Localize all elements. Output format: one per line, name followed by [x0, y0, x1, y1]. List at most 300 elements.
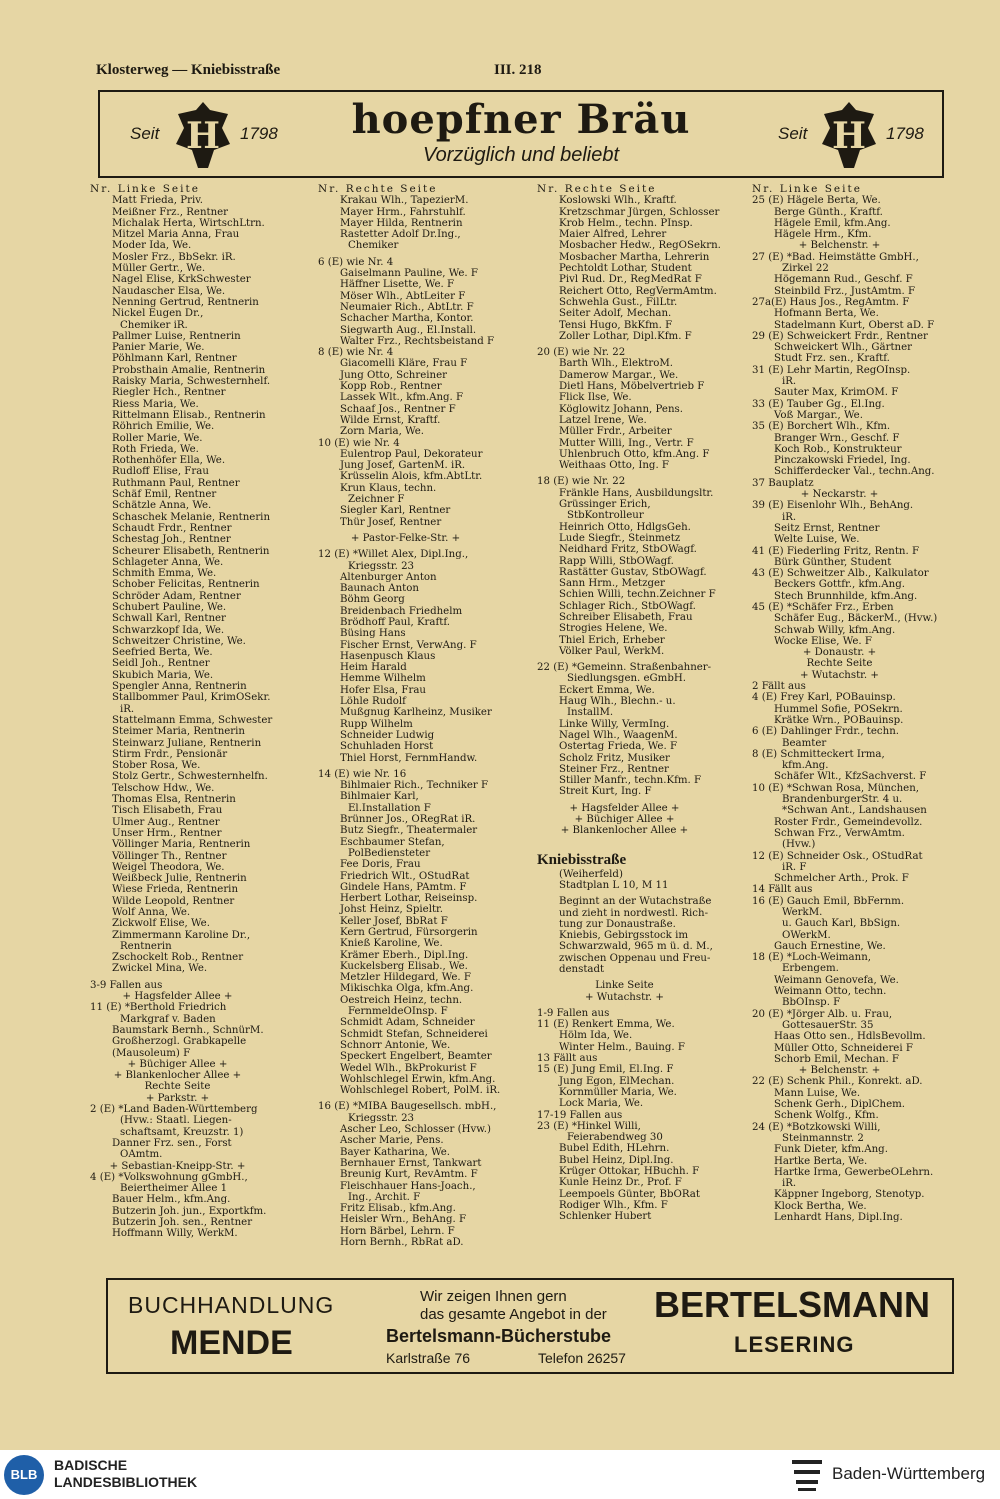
entry-line: Haas Otto sen., HdlsBevollm. [774, 1031, 926, 1043]
entry-line: Heisler Wrn., BehAng. F [340, 1214, 467, 1226]
entry-line: Heim Harald [340, 662, 407, 674]
entry-line: Brünner Jos., ORegRat iR. [340, 814, 476, 826]
entry-line: Leempoels Günter, BbORat [559, 1188, 700, 1200]
entry-line: Lenhardt Hans, Dipl.Ing. [774, 1212, 903, 1224]
entry-continuation: GottesauerStr. 35 [782, 1019, 874, 1031]
entry-line: tung zur Donaustraße. [559, 918, 676, 930]
entry-line: Hofmann Berta, We. [774, 308, 879, 320]
ad-text-line-2: das gesamte Angebot in der [420, 1306, 607, 1323]
entry-line: Zimmermann Karoline Dr., [112, 929, 251, 941]
house-number-entry: 16 (E) *MIBA Baugesellsch. mbH., [318, 1101, 497, 1113]
entry-line: Büsing Hans [340, 628, 406, 640]
entry-line: Berge Günth., Kraftf. [774, 206, 883, 218]
house-number-entry: 18 (E) *Loch-Weimann, [752, 952, 871, 964]
entry-line: Schestag Joh., Rentner [112, 534, 231, 546]
entry-line: Stallbommer Paul, KrimOSekr. [112, 692, 271, 704]
entry-line: Skubich Maria, We. [112, 669, 214, 681]
entry-line: Krämer Eberh., Dipl.Ing. [340, 949, 469, 961]
entry-continuation: Rentnerin [120, 940, 172, 952]
entry-line: Panier Marie, We. [112, 342, 205, 354]
entry-line: Herbert Lothar, Reiseinsp. [340, 893, 478, 905]
entry-line: Zwickel Mina, We. [112, 963, 208, 975]
entry-line: Seefried Berta, We. [112, 647, 213, 659]
entry-line: Krüsselin Alois, kfm.AbtLtr. [340, 471, 483, 483]
entry-line: Nickel Eugen Dr., [112, 308, 204, 320]
house-number-entry: 27 (E) *Bad. Heimstätte GmbH., [752, 251, 919, 263]
entry-line: Thomas Elsa, Rentnerin [112, 794, 236, 806]
house-number-entry: 23 (E) *Hinkel Willi, [537, 1120, 641, 1132]
entry-line: Nagel Elise, KrkSchwester [112, 274, 251, 286]
entry-line: Bihlmaier Rich., Techniker F [340, 780, 489, 792]
entry-line: Klock Bertha, We. [774, 1200, 867, 1212]
entry-line: Meißner Frz., Rentner [112, 206, 229, 218]
entry-line: Weithaas Otto, Ing. F [559, 460, 669, 472]
entry-line: Löhle Rudolf [340, 696, 406, 708]
entry-line: Scheurer Elisabeth, Rentnerin [112, 545, 270, 557]
entry-line: Barth Wlh., ElektroM. [559, 358, 673, 370]
cross-street: + Belchenstr. + [798, 1065, 881, 1077]
entry-line: Kornmüller Maria, We. [559, 1086, 677, 1098]
entry-line: Koch Rob., Konstrukteur [774, 443, 902, 455]
house-number-entry: 2 Fällt aus [752, 681, 806, 693]
entry-line: Schwehla Gust., FilLtr. [559, 296, 678, 308]
entry-line: Sann Hrm., Metzger [559, 578, 665, 590]
entry-line: Michalak Herta, WirtschLtrn. [112, 217, 265, 229]
entry-line: Lassek Wlt., kfm.Ang. F [340, 392, 464, 404]
entry-line: Gaiselmann Pauline, We. F [340, 268, 478, 280]
entry-line: Keller Josef, BbRat F [340, 915, 448, 927]
entry-line: Zorn Maria, We. [340, 426, 424, 438]
entry-line: Breunig Kurt, RevAmtm. F [340, 1169, 478, 1181]
entry-line: Pallmer Luise, Rentnerin [112, 330, 241, 342]
entry-line: Schlager Rich., StbOWagf. [559, 600, 696, 612]
house-number-entry: 25 (E) Hägele Berta, We. [752, 195, 881, 207]
entry-line: Eckert Emma, We. [559, 684, 655, 696]
entry-line: Schaudt Frdr., Rentner [112, 522, 232, 534]
entry-line: Kern Gertrud, Fürsorgerin [340, 927, 478, 938]
house-number-entry: 2 (E) *Land Baden-Württemberg [90, 1104, 258, 1116]
house-number-entry: 17-19 Fallen aus [537, 1109, 623, 1121]
column-header: Nr. Rechte Seite [318, 184, 438, 195]
entry-continuation: El.Installation F [348, 802, 431, 814]
blb-library-name [54, 1457, 197, 1491]
entry-line: Schenk Gerh., DiplChem. [774, 1099, 906, 1111]
entry-line: Winter Helm., Bauing. F [559, 1041, 685, 1053]
entry-line: Zschockelt Rob., Rentner [112, 952, 244, 964]
entry-line: Rastetter Adolf Dr.Ing., [340, 229, 461, 241]
entry-line: Schlageter Anna, We. [112, 556, 224, 568]
entry-line: Steinwarz Juliane, Rentnerin [112, 737, 262, 749]
house-number-entry: 27a(E) Haus Jos., RegAmtm. F [752, 296, 910, 308]
baden-wuerttemberg-label: Baden-Württemberg [832, 1464, 986, 1483]
cross-street: + Donaustr. + [802, 647, 877, 659]
entry-line: Wiese Frieda, Rentnerin [112, 884, 239, 896]
entry-line: Köglowitz Johann, Pens. [559, 403, 683, 415]
entry-continuation: BrandenburgerStr. 4 u. [782, 794, 903, 806]
entry-line: Gindele Hans, PAmtm. F [340, 881, 467, 893]
cross-street: Rechte Seite [806, 658, 873, 670]
house-number-entry: 12 (E) Schneider Osk., OStudRat [752, 850, 923, 862]
entry-line: Pinczakowski Friedel, Ing. [774, 455, 911, 467]
entry-line: Horn Bernh., RbRat aD. [340, 1237, 464, 1249]
entry-continuation: Ing., Archit. F [348, 1191, 421, 1203]
hoepfner-logo-right-icon [816, 98, 882, 172]
year-label-right: 1798 [886, 124, 924, 143]
entry-continuation: PolBediensteter [348, 847, 431, 859]
entry-continuation: Erbengem. [782, 963, 839, 975]
entry-line: Studt Frz. sen., Kraftf. [774, 353, 890, 365]
entry-continuation: Steinmannstr. 2 [782, 1132, 864, 1144]
page-number: III. 218 [494, 62, 542, 78]
entry-line: Latzel Irene, We. [559, 414, 647, 426]
entry-line: Haug Wlh., Blechn.- u. [559, 696, 676, 708]
entry-line: Fleischhauer Hans-Joach., [340, 1180, 476, 1192]
entry-line: Kopp Rob., Rentner [340, 381, 442, 393]
cross-street: + Hagsfelder Allee + [122, 991, 233, 1003]
entry-line: Gauch Ernestine, We. [774, 940, 886, 952]
entry-line: Bernhauer Ernst, Tankwart [340, 1157, 482, 1169]
entry-line: Schäfer Eug., BäckerM., (Hvw.) [774, 613, 938, 625]
entry-line: Unser Hrm., Rentner [112, 827, 222, 839]
entry-continuation: iR. [120, 703, 135, 715]
house-number-entry: 6 (E) wie Nr. 4 [318, 256, 394, 268]
entry-line: Kuckelsberg Elisab., We. [340, 960, 468, 972]
entry-line: Seitz Ernst, Rentner [774, 522, 880, 534]
entry-line: Müller Gertr., We. [112, 263, 206, 275]
entry-line: Naudascher Elsa, We. [112, 285, 226, 297]
entry-line: Pechtoldt Lothar, Student [559, 263, 692, 275]
entry-line: Bubel Heinz, Dipl.Ing. [559, 1154, 674, 1166]
house-number-entry: 8 (E) wie Nr. 4 [318, 347, 394, 359]
entry-line: Spengler Anna, Rentnerin [112, 681, 247, 693]
entry-line: Wocke Elise, We. F [774, 635, 872, 647]
entry-line: Baunach Anton [340, 583, 419, 595]
entry-line: Ascher Leo, Schlosser (Hvw.) [340, 1124, 491, 1136]
entry-line: Wohlschlegel Erwin, kfm.Ang. [340, 1073, 496, 1085]
entry-line: Heinrich Otto, HdlgsGeh. [559, 521, 691, 533]
entry-line: Telschow Hdw., We. [112, 782, 215, 794]
house-number-entry: 35 (E) Borchert Wlh., Kfm. [752, 421, 891, 433]
house-number-entry: 24 (E) *Botzkowski Willi, [752, 1121, 881, 1133]
entry-line: Scholz Fritz, Musiker [559, 752, 670, 764]
entry-continuation: Beamter [782, 737, 827, 749]
entry-line: Schwab Willy, kfm.Ang. [774, 624, 896, 636]
entry-line: Jung Otto, Schreiner [340, 369, 447, 381]
entry-line: Schweickert Wlh., Gärtner [774, 342, 913, 354]
entry-line: Beginnt an der Wutachstraße [559, 896, 712, 908]
entry-line: Weißbeck Julie, Rentnerin [112, 873, 247, 885]
page-header-streets: Klosterweg — Kniebisstraße [96, 62, 281, 78]
entry-line: Pivl Rud. Dr., RegMedRat F [559, 274, 702, 286]
blb-logo-icon: BLB [4, 1455, 44, 1495]
bertelsmann-label: BERTELSMANN [654, 1284, 930, 1325]
entry-line: Kunle Heinz Dr., Prof. F [559, 1177, 682, 1189]
cross-street: + Belchenstr. + [798, 240, 881, 252]
entry-line: Uhlenbruch Otto, kfm.Ang. F [559, 448, 710, 460]
entry-line: Mosbacher Hedw., RegOSekrn. [559, 240, 721, 252]
entry-line: Weimann Genovefa, We. [774, 974, 899, 986]
cross-street: + Hagsfelder Allee + [569, 802, 680, 814]
entry-line: Raisky Maria, Schwesternhelf. [112, 376, 271, 388]
house-number-entry: 8 (E) Schmitteckert Irma, [752, 748, 885, 760]
entry-line: Schaaf Jos., Rentner F [340, 403, 456, 415]
house-number-entry: 22 (E) *Gemeinn. Straßenbahner- [537, 662, 712, 674]
entry-line: Stirm Frdr., Pensionär [112, 748, 228, 760]
entry-line: Friedrich Wlt., OStudRat [340, 870, 470, 882]
entry-continuation: InstallM. [567, 707, 614, 719]
entry-line: Schifferdecker Val., techn.Ang. [774, 466, 935, 478]
entry-line: Jung Egon, ElMechan. [559, 1075, 675, 1087]
svg-text:H: H [831, 115, 867, 157]
entry-line: (Weiherfeld) [559, 868, 623, 880]
entry-line: Krätke Wrn., POBauinsp. [774, 714, 904, 726]
entry-line: Matt Frieda, Priv. [112, 195, 203, 207]
entry-continuation: Zeichner F [348, 494, 405, 506]
entry-line: und zieht in nordwestl. Rich- [559, 907, 709, 919]
entry-continuation: iR. F [782, 861, 807, 873]
entry-line: Riess Maria, We. [112, 398, 199, 410]
entry-line: Schlenker Hubert [559, 1211, 652, 1223]
entry-line: Welte Luise, We. [774, 534, 860, 546]
entry-line: Weimann Otto, techn. [774, 986, 887, 998]
ad-text-line-1: Wir zeigen Ihnen gern [420, 1288, 567, 1305]
entry-line: Oestreich Heinz, techn. [340, 994, 463, 1006]
entry-continuation: schaftsamt, Kreuzstr. 1) [120, 1126, 244, 1138]
entry-line: Koslowski Wlh., Kraftf. [559, 195, 677, 207]
entry-line: Hölm Ida, We. [559, 1030, 633, 1042]
entry-line: Dietl Hans, Möbelvertrieb F [559, 381, 705, 393]
blb-line-1: BADISCHE [54, 1457, 128, 1473]
column-4 [752, 184, 967, 1276]
entry-continuation: OAmtm. [120, 1149, 163, 1161]
house-number-entry: 14 (E) wie Nr. 16 [318, 768, 407, 780]
entry-continuation: Feierabendweg 30 [567, 1132, 663, 1144]
entry-continuation: iR. [782, 376, 797, 388]
entry-line: Stech Brunnhilde, kfm.Ang. [774, 590, 918, 602]
buchhandlung-label: BUCHHANDLUNG [128, 1292, 335, 1318]
entry-line: Völlinger Maria, Rentnerin [112, 839, 251, 851]
entry-line: Butzerin Joh. jun., Exportkfm. [112, 1205, 267, 1217]
entry-line: Großherzogl. Grabkapelle [112, 1036, 247, 1048]
baden-wuerttemberg-lions-icon [790, 1456, 824, 1494]
entry-continuation: iR. [782, 511, 797, 523]
entry-line: Eulentrop Paul, Dekorateur [340, 448, 483, 460]
entry-line: Häffner Lisette, We. F [340, 279, 455, 291]
entry-line: Schorb Emil, Mechan. F [774, 1053, 900, 1065]
entry-line: Beckers Gottfr., kfm.Ang. [774, 579, 905, 591]
house-number-entry: 20 (E) wie Nr. 22 [537, 347, 626, 359]
entry-line: Völker Paul, WerkM. [559, 645, 665, 657]
column-3 [537, 184, 752, 1276]
entry-continuation: kfm.Ang. [782, 760, 829, 772]
entry-line: Lude Siegfr., Steinmetz [559, 532, 681, 544]
entry-line: Schneider Ludwig [340, 729, 435, 741]
entry-line: Krob Helm., techn. PInsp. [559, 217, 693, 229]
entry-line: Jung Josef, GartenM. iR. [340, 460, 466, 472]
entry-continuation: Chemiker [348, 240, 399, 252]
entry-line: Wohlschlegel Robert, PolM. iR. [340, 1085, 501, 1097]
cross-street: Linke Seite [595, 980, 654, 992]
entry-line: Damerow Margar., We. [559, 369, 679, 381]
cross-street: + Neckarstr. + [800, 489, 879, 501]
entry-line: Schmidt Stefan, Schneiderei [340, 1028, 488, 1040]
entry-line: Fee Doris, Frau [340, 859, 421, 871]
entry-line: Rodiger Wlh., Kfm. F [559, 1199, 668, 1211]
entry-continuation: iR. [782, 1178, 797, 1190]
entry-line: Müller Otto, Schneiderei F [774, 1042, 913, 1054]
entry-line: Stadtplan L 10, M 11 [559, 879, 669, 891]
entry-line: Fischer Ernst, VerwAng. F [340, 639, 477, 651]
entry-line: Steiner Frz., Rentner [559, 763, 669, 775]
entry-line: Fritz Elisab., kfm.Ang. [340, 1203, 456, 1215]
entry-line: zwischen Oppenau und Freu- [559, 952, 711, 964]
entry-line: Müller Frdr., Arbeiter [559, 426, 672, 438]
house-number-entry: 39 (E) Eisenlohr Wlh., BehAng. [752, 500, 914, 512]
column-2 [318, 184, 533, 1276]
entry-line: Schäf Emil, Rentner [112, 489, 217, 501]
cross-street: + Wutachstr. + [800, 669, 879, 681]
cross-street: + Parkstr. + [145, 1092, 210, 1104]
house-number-entry: 29 (E) Schweickert Frdr., Rentner [752, 330, 928, 342]
entry-line: Mayer Hrm., Fahrstuhlf. [340, 206, 466, 218]
entry-line: Schmelcher Arth., Prok. F [774, 873, 909, 885]
house-number-entry: 41 (E) Fiederling Fritz, Rentn. F [752, 545, 920, 557]
cross-street: Rechte Seite [144, 1081, 211, 1093]
entry-line: Brödhoff Paul, Kraftf. [340, 616, 451, 628]
entry-line: Hemme Wilhelm [340, 673, 426, 685]
entry-line: Ostertag Frieda, We. F [559, 741, 678, 753]
entry-line: Bürk Günther, Student [774, 556, 892, 568]
blb-line-2: LANDESBIBLIOTHEK [54, 1474, 198, 1490]
year-label-left: 1798 [240, 124, 278, 143]
house-number-entry: 37 Bauplatz [752, 477, 814, 489]
entry-line: Reichert Otto, RegVermAmtm. [559, 285, 717, 297]
cross-street: + Büchiger Allee + [574, 814, 675, 826]
entry-line: Käppner Ingeborg, Stenotyp. [774, 1189, 925, 1201]
entry-line: Böhm Georg [340, 594, 405, 606]
entry-line: Rapp Willi, StbOWagf. [559, 555, 674, 567]
entry-line: Schien Willi, techn.Zeichner F [559, 589, 716, 601]
entry-line: Weigel Theodora, We. [112, 861, 225, 873]
column-header: Nr. Linke Seite [752, 184, 862, 195]
entry-line: Wedel Wlh., BkProkurist F [340, 1062, 477, 1074]
entry-line: Mosbacher Martha, Lehrerin [559, 251, 710, 263]
entry-line: Bayer Katharina, We. [340, 1146, 451, 1158]
entry-continuation: BbOInsp. F [782, 997, 841, 1009]
entry-line: Mayer Hilda, Rentnerin [340, 217, 463, 229]
entry-line: Stober Rosa, We. [112, 760, 201, 772]
entry-line: Stolz Gertr., Schwesternhelfn. [112, 771, 268, 783]
entry-line: Bubel Edith, HLehrn. [559, 1143, 670, 1155]
entry-continuation: *Schwan Ant., Landshausen [782, 805, 927, 817]
cross-street: + Sebastian-Kneipp-Str. + [109, 1160, 246, 1172]
cross-street: + Pastor-Felke-Str. + [350, 532, 461, 544]
entry-line: Steinbild Frz., JustAmtm. F [774, 285, 916, 297]
entry-continuation: Kriegsstr. 23 [348, 1112, 415, 1124]
entry-line: Mitzel Maria Anna, Frau [112, 229, 240, 241]
entry-line: Schnorr Antonie, We. [340, 1039, 451, 1051]
house-number-entry: 45 (E) *Schäfer Frz., Erben [752, 601, 894, 613]
entry-line: (Mausoleum) F [112, 1047, 191, 1059]
entry-line: Altenburger Anton [340, 571, 437, 583]
house-number-entry: 12 (E) *Willet Alex, Dipl.Ing., [318, 549, 469, 561]
entry-line: Moder Ida, We. [112, 240, 192, 252]
entry-line: Mann Luise, We. [774, 1087, 861, 1099]
store-phone: Telefon 26257 [538, 1350, 626, 1366]
entry-continuation: (Hvw.) [782, 839, 816, 851]
entry-line: Baumstark Bernh., SchnürM. [112, 1024, 264, 1036]
entry-line: Wilde Leopold, Rentner [112, 895, 235, 907]
brand-name: hoepfner Bräu [351, 96, 691, 143]
entry-line: Mikischka Olga, kfm.Ang. [340, 983, 474, 995]
entry-line: Branger Wrn., Geschf. F [774, 432, 900, 444]
house-number-entry: 13 Fällt aus [537, 1053, 598, 1065]
entry-line: Krun Klaus, techn. [340, 482, 437, 494]
entry-line: Schreiber Elisabeth, Frau [559, 611, 693, 623]
house-number-entry: 11 (E) Renkert Emma, We. [537, 1019, 675, 1031]
entry-line: Krüger Ottokar, HBuchh. F [559, 1166, 700, 1178]
entry-continuation: Markgraf v. Baden [120, 1013, 216, 1025]
entry-line: Speckert Engelbert, Beamter [340, 1051, 492, 1063]
entry-line: Horn Bärbel, Lehrn. F [340, 1225, 455, 1237]
column-header: Nr. Rechte Seite [537, 184, 657, 195]
entry-line: Maier Alfred, Lehrer [559, 229, 667, 241]
entry-line: Strogies Helene, We. [559, 623, 668, 635]
entry-line: Bihlmaier Karl, [340, 791, 419, 803]
entry-continuation: u. Gauch Karl, BbSign. [782, 918, 901, 930]
house-number-entry: 33 (E) Tauber Gg., El.Ing. [752, 398, 885, 410]
bertelsmann-advertisement [106, 1278, 954, 1374]
cross-street: + Wutachstr. + [585, 991, 664, 1003]
entry-line: Schätzle Anna, We. [112, 500, 212, 512]
entry-line: Schröder Adam, Rentner [112, 590, 241, 602]
house-number-entry: 4 (E) Frey Karl, POBauinsp. [752, 692, 896, 704]
entry-line: Walter Frz., Rechtsbeistand F [340, 335, 495, 347]
entry-line: Schwarzwald, 965 m ü. d. M., [559, 941, 713, 953]
entry-line: Steimer Maria, Rentnerin [112, 726, 245, 738]
entry-line: Sauter Max, KrimOM. F [774, 387, 899, 399]
entry-line: Rudloff Elise, Frau [112, 466, 209, 478]
house-number-entry: 18 (E) wie Nr. 22 [537, 476, 626, 488]
entry-line: Neumaier Rich., AbtLtr. F [340, 301, 474, 313]
entry-line: Mutter Willi, Ing., Vertr. F [559, 437, 694, 449]
entry-line: Siegler Karl, Rentner [340, 505, 451, 517]
entry-line: Metzler Hildegard, We. F [340, 972, 471, 984]
entry-line: Hartke Irma, GewerbeOLehrn. [774, 1166, 934, 1178]
entry-line: Völlinger Th., Rentner [112, 850, 227, 862]
entry-line: Rittelmann Elisab., Rentnerin [112, 409, 266, 421]
house-number-entry: 1-9 Fallen aus [537, 1007, 610, 1019]
entry-line: Butzerin Joh. sen., Rentner [112, 1217, 253, 1229]
entry-line: Krakau Wlh., TapezierM. [340, 195, 469, 207]
footer-bar [0, 1450, 1000, 1499]
entry-line: Wilde Ernst, Kraftf. [340, 414, 441, 426]
entry-line: Nagel Wlh., WaagenM. [559, 729, 678, 741]
entry-line: Schwan Frz., VerwAmtm. [774, 827, 905, 839]
entry-line: Riegler Hch., Rentner [112, 387, 226, 399]
entry-line: Hartke Berta, We. [774, 1155, 868, 1167]
entry-line: Schwall Karl, Rentner [112, 613, 226, 625]
entry-line: Stadelmann Kurt, Oberst aD. F [774, 319, 935, 331]
entry-line: Schubert Pauline, We. [112, 601, 227, 613]
entry-line: Mosler Frz., BbSekr. iR. [112, 251, 236, 263]
entry-line: Johst Heinz, Spieltr. [340, 904, 444, 916]
entry-line: Roller Marie, We. [112, 432, 203, 444]
entry-line: Roster Frdr., Gemeindevollz. [774, 816, 923, 828]
entry-line: Ulmer Aug., Rentner [112, 816, 220, 828]
entry-line: Funk Dieter, kfm.Ang. [774, 1144, 888, 1156]
entry-line: Mußgnug Karlheinz, Musiker [340, 707, 492, 719]
